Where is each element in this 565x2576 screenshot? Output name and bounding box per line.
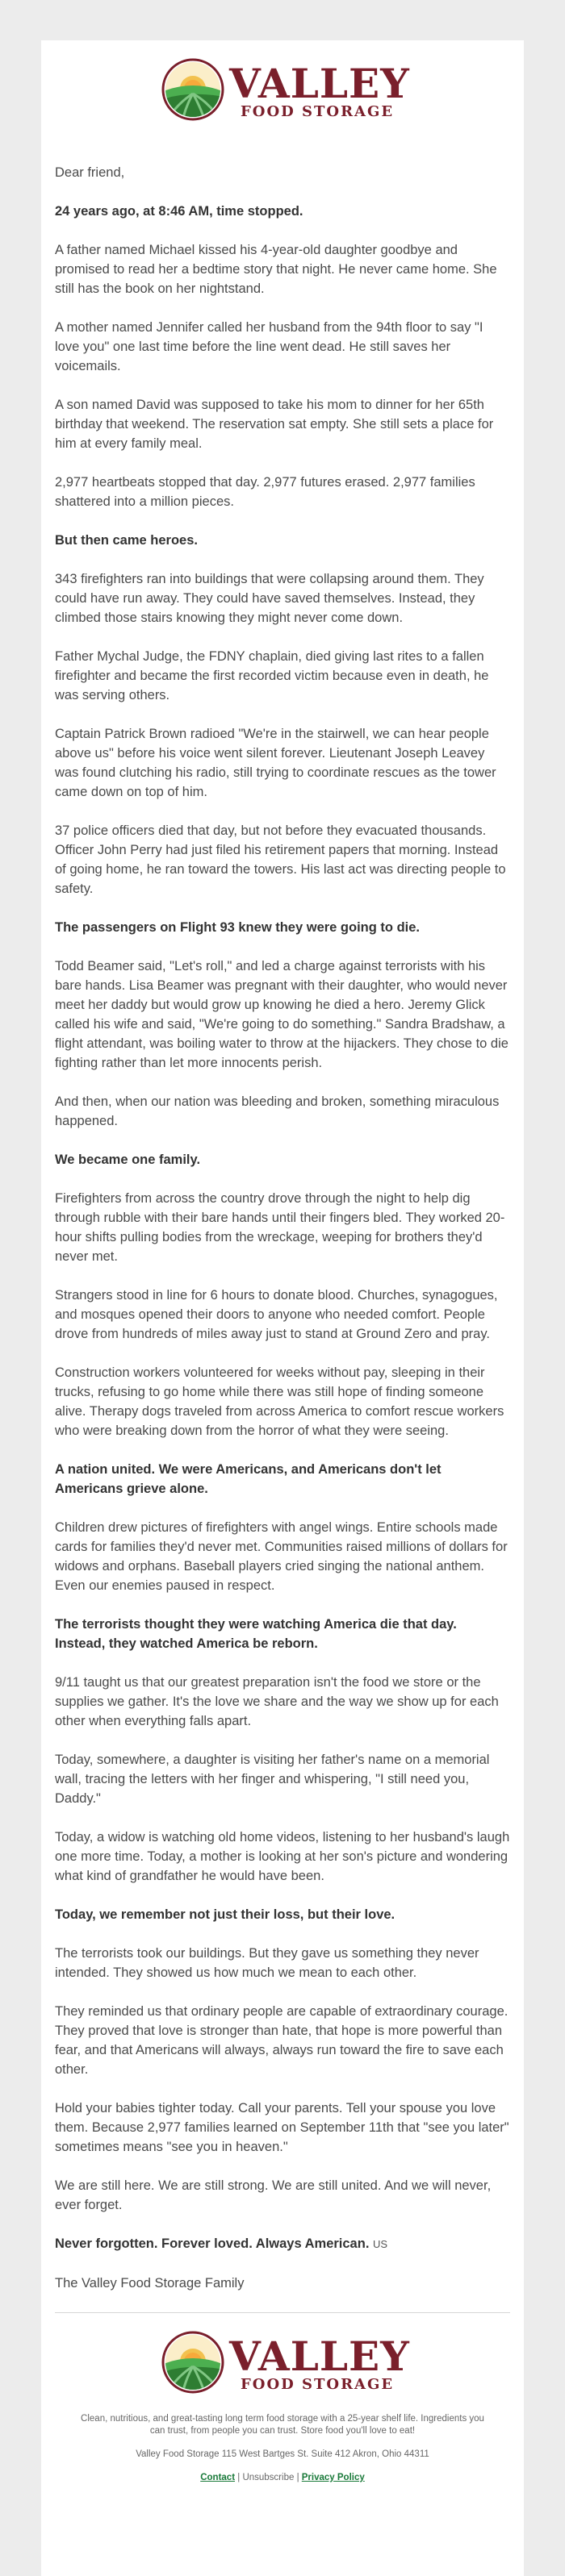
- letter-heading: The passengers on Flight 93 knew they were going to die.: [55, 920, 421, 935]
- footer-logo[interactable]: [161, 2331, 410, 2403]
- greeting: Dear friend,: [55, 165, 125, 180]
- letter-heading: A nation united. We were Americans, and Americans don't let Americans grieve alone.: [55, 1462, 442, 1496]
- header-logo[interactable]: [161, 58, 410, 131]
- letter-heading: Today, we remember not just their loss, but their love.: [55, 1907, 396, 1922]
- brand-sub: FOOD STORAGE: [241, 103, 395, 120]
- brand-name: VALLEY: [229, 2332, 410, 2380]
- letter-paragraph: A father named Michael kissed his 4-year-old daughter goodbye and promised to read her a bedtime story that night. He never came home. She still has the book on her nightstand.: [55, 243, 497, 296]
- logo-emblem-icon: [161, 58, 224, 121]
- letter-heading: But then came heroes.: [55, 533, 198, 548]
- letter-paragraph: Captain Patrick Brown radioed "We're in the stairwell, we can hear people above us" before his voice went silent forever. Lieutenant Joseph Leavey was found clutching his radio, still trying to coordinate rescues as the tower came down on top of him.: [55, 727, 496, 799]
- letter-paragraph: Father Mychal Judge, the FDNY chaplain, died giving last rites to a fallen firefighter and became the first recorded victim because even in death, he was serving others.: [55, 649, 489, 702]
- letter-paragraph: Todd Beamer said, "Let's roll," and led a charge against terrorists with his bare hands. Lisa Beamer was pregnant with their daughter, who would never meet her daddy but would grow up knowing he died a hero. Jeremy Glick called his wife and said, "We're going to do something." Sandra Bradshaw, a flight attendant, was boiling water to throw at the hijackers. They chose to die fighting rather than let more innocents perish.: [55, 959, 508, 1070]
- email-card: [41, 40, 524, 2576]
- signature: The Valley Food Storage Family: [55, 2276, 245, 2290]
- letter-paragraph: And then, when our nation was bleeding and broken, something miraculous happened.: [55, 1094, 500, 1128]
- brand-name: VALLEY: [229, 60, 410, 107]
- letter-paragraph: 9/11 taught us that our greatest preparation isn't the food we store or the supplies we gather. It's the love we share and the way we show up for each other when everything falls apart.: [55, 1675, 499, 1728]
- contact-link[interactable]: Contact: [200, 2473, 236, 2482]
- letter-heading: 24 years ago, at 8:46 AM, time stopped.: [55, 204, 303, 219]
- brand-sub: FOOD STORAGE: [241, 2376, 395, 2393]
- letter-paragraph: Construction workers volunteered for weeks without pay, sleeping in their trucks, refusing to go home while there was still hope of finding someone alive. Therapy dogs traveled from across America to comfort rescue workers who were breaking down from the horror of what they were seeing.: [55, 1365, 504, 1438]
- us-flag-icon: US: [373, 2238, 388, 2250]
- letter-paragraph: 2,977 heartbeats stopped that day. 2,977 futures erased. 2,977 families shattered into a million pieces.: [55, 475, 475, 509]
- letter-paragraph: Hold your babies tighter today. Call your parents. Tell your spouse you love them. Because 2,977 families learned on September 11th that "see you later" sometimes means "see you in heaven.": [55, 2101, 509, 2154]
- footer-links: [41, 2472, 524, 2484]
- privacy-policy-link[interactable]: Privacy Policy: [301, 2473, 365, 2482]
- closing-text: Never forgotten. Forever loved. Always American.: [55, 2236, 370, 2251]
- letter-paragraph: Strangers stood in line for 6 hours to donate blood. Churches, synagogues, and mosques opened their doors to anyone who needed comfort. People drove from hundreds of miles away just to stand at Ground Zero and pray.: [55, 1288, 498, 1341]
- letter-paragraph: 343 firefighters ran into buildings that were collapsing around them. They could have run away. They could have saved themselves. Instead, they climbed those stairs knowing they might never come down.: [55, 572, 484, 625]
- letter-heading: We became one family.: [55, 1153, 201, 1167]
- letter-paragraph: Children drew pictures of firefighters with angel wings. Entire schools made cards for families they'd never met. Communities raised millions of dollars for widows and orphans. Baseball players cried singing the national anthem. Even our enemies paused in respect.: [55, 1520, 508, 1593]
- letter-paragraph: They reminded us that ordinary people are capable of extraordinary courage. They proved that love is stronger than hate, that hope is more powerful than fear, and that Americans will always, always run toward the fire to save each other.: [55, 2004, 508, 2077]
- letter-paragraph: We are still here. We are still strong. We are still united. And we will never, ever forget.: [55, 2178, 492, 2212]
- link-separator: |: [296, 2473, 299, 2482]
- letter-paragraph: A son named David was supposed to take his mom to dinner for her 65th birthday that weekend. The reservation sat empty. She still sets a place for him at every family meal.: [55, 398, 494, 451]
- letter-paragraph: Today, a widow is watching old home videos, listening to her husband's laugh one more time. Today, a mother is looking at her son's picture and wondering what kind of grandfather he would have been.: [55, 1830, 510, 1883]
- footer-address: Valley Food Storage 115 West Bartges St. Suite 412 Akron, Ohio 44311: [136, 2449, 429, 2459]
- letter-paragraph: Today, somewhere, a daughter is visiting her father's name on a memorial wall, tracing the letters with her finger and whispering, "I still need you, Daddy.": [55, 1753, 490, 1806]
- footer: [41, 2413, 524, 2484]
- link-separator: |: [237, 2473, 241, 2482]
- letter-paragraph: Firefighters from across the country drove through the night to help dig through rubble with their bare hands until their fingers bled. They worked 20-hour shifts pulling bodies from the wreckage, weeping for brothers they'd never met.: [55, 1191, 505, 1264]
- unsubscribe-link[interactable]: Unsubscribe: [242, 2473, 295, 2482]
- footer-divider: [55, 2312, 510, 2313]
- letter-body: [41, 163, 524, 2293]
- logo-emblem-icon: [161, 2331, 224, 2394]
- letter-paragraphs: [55, 202, 510, 2215]
- footer-description: Clean, nutritious, and great-tasting long term food storage with a 25-year shelf life. Ingredients you can trust, from people you can trust. Store food you'll love to eat!: [81, 2414, 484, 2436]
- letter-paragraph: The terrorists took our buildings. But they gave us something they never intended. They showed us how much we mean to each other.: [55, 1946, 479, 1980]
- letter-heading: The terrorists thought they were watching America die that day. Instead, they watched America be reborn.: [55, 1617, 457, 1651]
- letter-paragraph: 37 police officers died that day, but not before they evacuated thousands. Officer John Perry had just filed his retirement papers that morning. Instead of going home, he ran toward the towers. His last act was directing people to safety.: [55, 823, 506, 896]
- closing-line: [55, 2234, 510, 2254]
- letter-paragraph: A mother named Jennifer called her husband from the 94th floor to say "I love you" one last time before the line went dead. He still saves her voicemails.: [55, 320, 483, 373]
